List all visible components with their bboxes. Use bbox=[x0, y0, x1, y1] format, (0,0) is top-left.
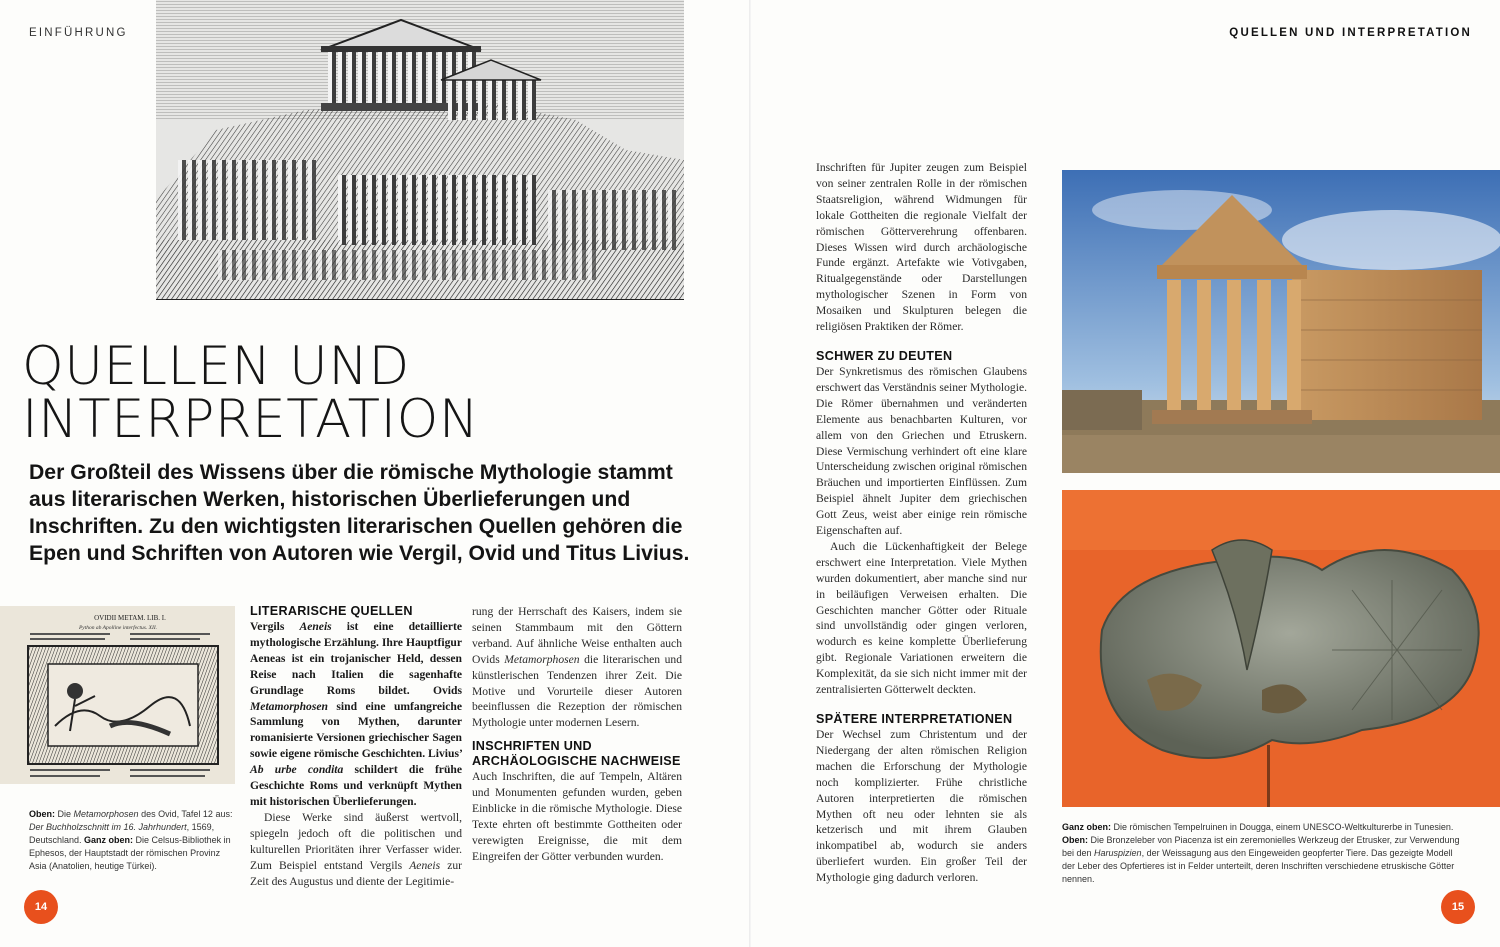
caption-left-text-2: des Ovid, Tafel 12 aus: bbox=[138, 809, 233, 819]
caption-left bbox=[29, 808, 235, 873]
caption-right-label-1: Ganz oben: bbox=[1062, 822, 1111, 832]
col3-paragraph-2: Der Synkretismus des römischen Glaubens erschwert das Verständnis seiner Mythologie. Die Römer übernahmen und veränderten Elemente aus benachbarten Kulturen, vor allem von den Griechen und Etruskern. Diese Vermischung verhindert oft eine klare Unterscheidung zwischen original römischen Bräuchen und importierten Einflüssen. Zum Beispiel ähnelt Jupiter dem griechischen Gott Zeus, weist aber einige rein römische Eigenschaften auf. bbox=[816, 364, 1027, 538]
caption-left-text-1: Die bbox=[55, 809, 74, 819]
col2-p1-text-1: rung der Herrschaft des Kaisers, indem sie seinen Stammbaum mit den Göttern verband. Auf ähnliche Weise enthalten auch Ovids bbox=[472, 605, 682, 666]
woodcut-header: OVIDII METAM. LIB. I. bbox=[94, 614, 166, 622]
page-number-right: 15 bbox=[1441, 890, 1475, 924]
page-title bbox=[22, 336, 480, 450]
col2-paragraph-2: Auch Inschriften, die auf Tempeln, Altären und Monumenten gefunden wurden, geben Einblicke in die römische Mythologie. Diese Texte ehrten oft bestimmte Gottheiten oder verewigten Ereignisse, die mit dem Eingreifen der Götter verbunden wurden. bbox=[472, 770, 682, 863]
woodcut-subheader: Python ab Apolline interfectus. XII. bbox=[78, 625, 158, 631]
caption-right-label-2: Oben: bbox=[1062, 835, 1088, 845]
text-column-2 bbox=[472, 604, 682, 865]
col1-paragraph-2 bbox=[250, 810, 462, 890]
col1-p1-em-1: Aeneis bbox=[299, 620, 332, 633]
caption-right-text-2: Die Bronzeleber von Piacenza ist ein zeremonielles Werkzeug der Etrusker, zur Verwendung bei den bbox=[1062, 835, 1460, 858]
engraving-ancient-city-image bbox=[156, 0, 684, 300]
caption-left-text-3: , 1569, Deutschland. bbox=[29, 822, 215, 845]
caption-right-em-1: Haruspizien bbox=[1094, 848, 1142, 858]
col3-paragraph-4: Der Wechsel zum Christentum und der Niedergang der alten römischen Religion machen die Erforschung der Mythologie noch komplizierter. Frühe christliche Autoren interpretierten die römischen Mythen oft neu oder lehnten sie als ketzerisch und mit ihrem Glauben inkompatibel ab, wodurch sie anders überliefert wurden. Ein großer Teil der Mythologie ging dadurch verloren. bbox=[816, 728, 1027, 885]
text-column-3 bbox=[816, 160, 1027, 886]
col1-p2-text-1: Diese Werke sind äußerst wertvoll, spiegeln jedoch oft die politischen und kulturellen Prioritäten ihrer Verfasser wider. Zum Beispiel entstand Vergils bbox=[250, 810, 462, 872]
bronze-liver-piacenza-image bbox=[1062, 490, 1500, 807]
page-gutter bbox=[749, 0, 751, 947]
col1-p1-text-2: ist eine detaillierte mythologische Erzählung. Ihre Hauptfigur Aeneas ist ein trojanischer Held, dessen Reise nach Italien die sagenhafte Grundlage Roms bildet. Ovids bbox=[250, 620, 463, 697]
heading-inschriften: INSCHRIFTEN UND ARCHÄOLOGISCHE NACHWEISE bbox=[472, 739, 681, 769]
caption-left-em-1: Metamorphosen bbox=[73, 809, 139, 819]
woodcut-metamorphosen-image bbox=[0, 606, 235, 784]
col1-p1-text-4: schildert die frühe Geschichte Roms und verknüpft Mythen mit historischen Überlieferungen. bbox=[250, 763, 462, 808]
caption-left-text-4: Die Celsus-Bibliothek in Ephesos, der Hauptstadt der römischen Provinz Asia (Anatolien, heutige Türkei). bbox=[29, 835, 231, 871]
col1-p1-text-3: sind eine umfangreiche Sammlung von Mythen, darunter romanisierte Versionen griechischer Sagen sowie eigene römische Geschichten. Livius’ bbox=[250, 699, 462, 761]
page-title-line-1: QUELLEN UND bbox=[22, 336, 410, 397]
running-head-left: EINFÜHRUNG bbox=[29, 27, 128, 39]
caption-left-em-2: Der Buchholzschnitt im 16. Jahrhundert bbox=[29, 822, 187, 832]
heading-schwer-zu-deuten: SCHWER ZU DEUTEN bbox=[816, 348, 953, 363]
heading-spaetere-interpretationen: SPÄTERE INTERPRETATIONEN bbox=[816, 712, 1013, 726]
col2-paragraph-1 bbox=[472, 604, 682, 731]
col3-paragraph-3: Auch die Lückenhaftigkeit der Belege erschwert eine Interpretation. Viele Mythen wurden dokumentiert, aber manche sind nur in beiläufigen Verweisen erhalten. Die Geschichten mancher Götter oder Rituale sind unvollständig oder gingen verloren, wodurch es keine komplette Überlieferung gibt. Regionale Variationen erweitern die Komplexität, da sie sich nicht immer mit der zentralisierten Götterwelt deckten. bbox=[816, 539, 1027, 697]
lead-paragraph: Der Großteil des Wissens über die römische Mythologie stammt aus literarischen Werken, historischen Überlieferungen und Inschriften. Zu den wichtigsten literarischen Quellen gehören die Epen und Schriften von Autoren wie Vergil, Ovid und Titus Livius. bbox=[29, 461, 690, 565]
page-title-line-2: INTERPRETATION bbox=[22, 389, 480, 450]
col1-paragraph-1 bbox=[250, 619, 462, 810]
caption-right bbox=[1062, 821, 1466, 886]
running-head-right: QUELLEN UND INTERPRETATION bbox=[1229, 27, 1472, 39]
col1-p2-em: Aeneis bbox=[409, 858, 441, 872]
text-column-1 bbox=[250, 604, 462, 889]
caption-left-label-2: Ganz oben: bbox=[84, 835, 134, 845]
page-number-left: 14 bbox=[24, 890, 58, 924]
col3-paragraph-1: Inschriften für Jupiter zeugen zum Beispiel von seiner zentralen Rolle in der römischen Staatsreligion, während Widmungen für lokale Gottheiten die regionale Vielfalt der römischen Götterverehrung offenbaren. Dieses Wissen wird durch archäologische Funde ergänzt. Artefakte wie Votivgaben, Ritualgegenstände oder Darstellungen mythologischer Szenen in Form von Mosaiken und Skulpturen belegen die religiösen Praktiken der Römer. bbox=[816, 161, 1027, 334]
col1-p2-text-2: zur Zeit des Augustus und diente der Legitimie- bbox=[250, 858, 462, 888]
temple-ruins-dougga-image bbox=[1062, 170, 1500, 473]
col2-p1-text-2: die literarischen und künstlerischen Tendenzen ihrer Zeit. Die Motive und Vorurteile dieser Autoren beeinflussen die Rezeption der römischen Mythologie unter modernen Lesern. bbox=[472, 652, 683, 730]
col1-p1-em-2: Metamorphosen bbox=[250, 699, 328, 713]
heading-literarische-quellen: LITERARISCHE QUELLEN bbox=[250, 604, 413, 618]
col2-p1-em: Metamorphosen bbox=[504, 652, 580, 666]
caption-right-text-3: , der Weissagung aus den Eingeweiden geopferter Tiere. Das gezeigte Modell der Leber des Opfertieres ist in Felder unterteilt, deren Inschriften verschiedene etruskische Götter nennen. bbox=[1062, 848, 1455, 884]
caption-right-text-1: Die römischen Tempelruinen in Dougga, einem UNESCO-Weltkulturerbe in Tunesien. bbox=[1111, 822, 1454, 832]
col1-p1-text-1: Vergils bbox=[250, 620, 300, 633]
caption-left-label-1: Oben: bbox=[29, 809, 55, 819]
col1-p1-em-3: Ab urbe condita bbox=[250, 763, 344, 777]
